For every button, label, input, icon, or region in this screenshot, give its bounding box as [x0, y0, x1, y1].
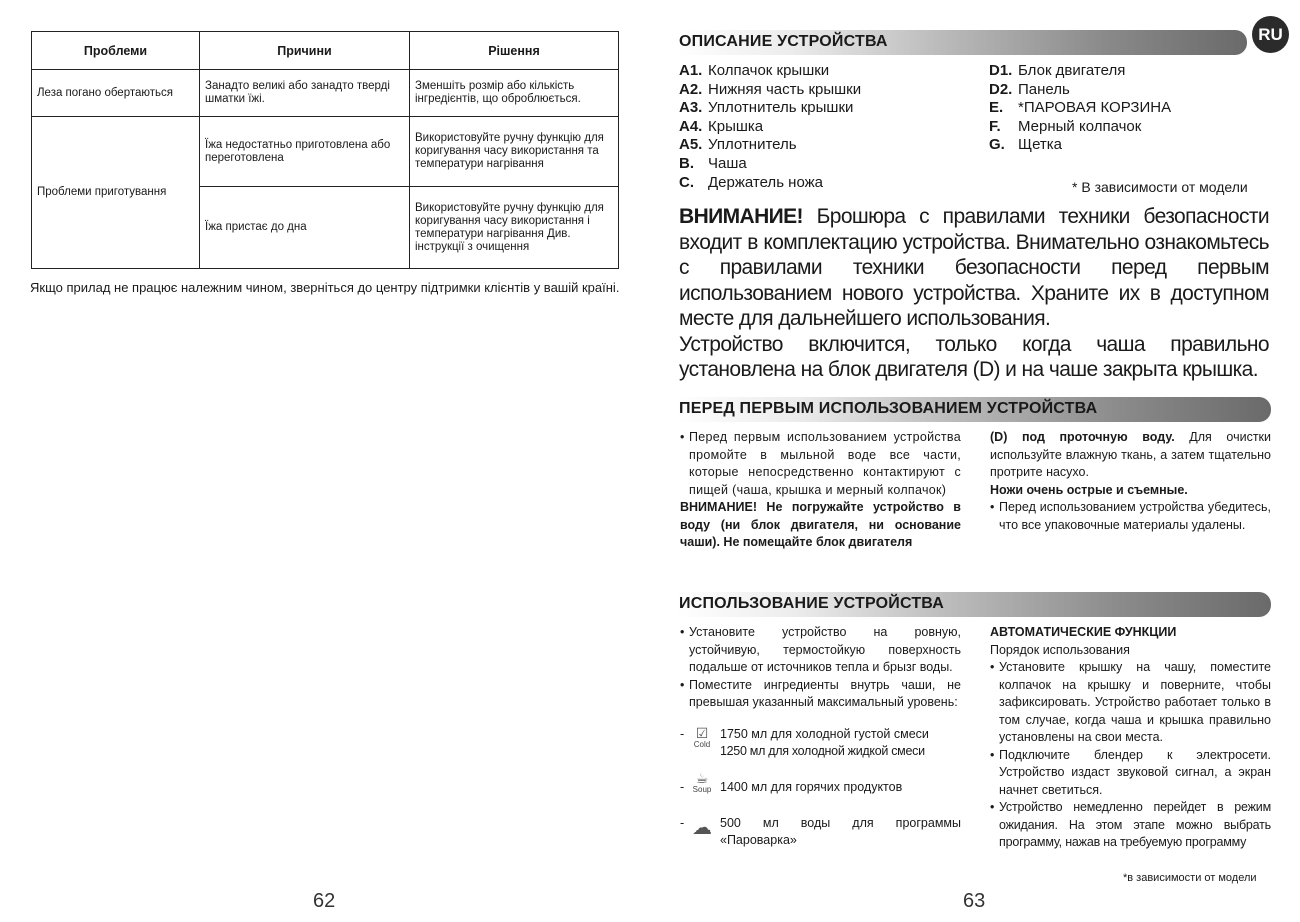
capacity-item: - ☕ Soup 1400 мл для горячих продуктов: [680, 771, 961, 805]
foot-note: *в зависимости от модели: [1123, 872, 1257, 884]
part-name: Панель: [1018, 80, 1070, 98]
list-item: • Установите крышку на чашу, поместите колпачок на крышку и поверните, чтобы зафиксировать. Устройство работает только в том случае, когда чаша и крышка правильно установлены на свои места.: [990, 659, 1271, 747]
auto-functions-subtitle: Порядок использования: [990, 642, 1130, 657]
part-name: Блок двигателя: [1018, 62, 1126, 79]
table-header: Рішення: [410, 32, 619, 70]
list-item: • Перед первым использованием устройства промойте в мыльной воде все части, которые непосредственно контактируют с пищей (чаша, крышка и мерный колпачок): [680, 429, 961, 499]
part-code: G.: [989, 136, 1005, 154]
list-item: [989, 62, 1171, 81]
part-code: A4.: [679, 117, 703, 135]
usage-column-right: [990, 624, 1271, 852]
list-item: [679, 136, 861, 155]
table-row: [32, 117, 619, 187]
parts-list-right: [989, 62, 1171, 155]
language-badge: RU: [1252, 16, 1289, 53]
part-name: Уплотнитель крышки: [708, 99, 854, 117]
part-code: B.: [679, 154, 694, 172]
troubleshooting-table: [31, 31, 619, 269]
part-code: A5.: [679, 136, 703, 154]
warning-label: ВНИМАНИЕ!: [679, 205, 803, 228]
part-code: E.: [989, 99, 1004, 117]
capacity-text: 1750 мл для холодной густой смеси: [720, 726, 929, 741]
section-header-description: [677, 30, 1247, 55]
part-name: Щетка: [1018, 136, 1063, 154]
part-code: F.: [989, 117, 1001, 135]
page-number: 62: [313, 890, 336, 912]
table-cell-problem: Леза погано обертаються: [32, 70, 200, 117]
soup-icon: ☕ Soup: [692, 769, 712, 794]
warning-text: Брошюра с правилами техники безопасности входит в комплектацию устройства. Внимательно ознакомьтесь с правилами техники безопасности перед первым использованием нового устройства. Храните их в доступном месте для дальнейшего использования.: [679, 205, 1269, 330]
capacity-item: - ☁ 500 мл воды для программы «Пароварка»: [680, 815, 961, 850]
auto-functions-title: АВТОМАТИЧЕСКИЕ ФУНКЦИИ: [990, 625, 1177, 639]
right-page: [650, 0, 1300, 922]
table-cell-cause: Їжа пристає до дна: [200, 187, 410, 269]
before-use-column-right: [990, 429, 1271, 534]
support-note: Якщо прилад не працює належним чином, зверніться до центру підтримки клієнтів у вашій країні.: [30, 280, 620, 295]
table-row: [32, 70, 619, 117]
table-header: Проблеми: [32, 32, 200, 70]
table-cell-cause: Занадто великі або занадто тверді шматки їжі.: [200, 70, 410, 117]
list-item: [679, 174, 861, 193]
part-name: Мерный колпачок: [1018, 117, 1142, 135]
part-name: Крышка: [708, 117, 764, 135]
cleaning-text: Для очистки используйте влажную ткань, а затем тщательно протрите насухо.: [990, 430, 1272, 479]
table-header: Причини: [200, 32, 410, 70]
part-name: Держатель ножа: [708, 173, 824, 191]
section-title: ПЕРЕД ПЕРВЫМ ИСПОЛЬЗОВАНИЕМ УСТРОЙСТВА: [679, 400, 1098, 417]
list-item: • Перед использованием устройства убедитесь, что все упаковочные материалы удалены.: [990, 499, 1271, 534]
part-name: *ПАРОВАЯ КОРЗИНА: [1018, 99, 1172, 117]
usage-column-left: [680, 624, 961, 850]
part-name: Чаша: [708, 154, 747, 172]
list-item: [989, 99, 1171, 118]
parts-list-left: [679, 62, 861, 192]
section-header-usage: [677, 592, 1271, 617]
safety-warning: [679, 204, 1269, 383]
part-code: A2.: [679, 80, 703, 98]
cleaning-paragraph: [990, 429, 1271, 482]
part-name: Нижняя часть крышки: [708, 80, 862, 98]
list-item: [679, 118, 861, 137]
warning-text-2: Устройство включится, только когда чаша правильно установлена на блок двигателя (D) и на чаше закрыта крышка.: [679, 332, 1269, 381]
capacity-text: 1400 мл для горячих продуктов: [720, 779, 903, 794]
list-item: • Подключите блендер к электросети. Устройство издаст звуковой сигнал, а экран начнет светиться.: [990, 747, 1271, 800]
capacity-text: 1250 мл для холодной жидкой смеси: [720, 744, 925, 758]
cold-icon: ☑ Cold: [693, 724, 711, 749]
part-code: D1.: [989, 62, 1013, 79]
list-item: [989, 136, 1171, 155]
knives-warning: Ножи очень острые и съемные.: [990, 482, 1188, 497]
table-cell-cause: Їжа недостатньо приготовлена або переготовлена: [200, 117, 410, 187]
table-cell-solution: Зменшіть розмір або кількість інгредієнтів, що оброблюється.: [410, 70, 619, 117]
section-title: ОПИСАНИЕ УСТРОЙСТВА: [679, 33, 888, 50]
model-note: * В зависимости от модели: [1072, 179, 1248, 195]
part-code: A1.: [679, 62, 703, 79]
page-number: 63: [963, 890, 986, 912]
table-header-row: [32, 32, 619, 70]
table-cell-solution: Використовуйте ручну функцію для коригування часу використання та температури нагрівання: [410, 117, 619, 187]
section-title: ИСПОЛЬЗОВАНИЕ УСТРОЙСТВА: [679, 595, 945, 612]
warning-paragraph: ВНИМАНИЕ! Не погружайте устройство в воду (ни блок двигателя, ни основание чаши). Не помещайте блок двигателя: [680, 500, 961, 549]
cleaning-bold: (D) под проточную воду.: [990, 430, 1175, 444]
list-item: [679, 99, 861, 118]
part-name: Колпачок крышки: [708, 62, 830, 79]
list-item: [679, 81, 861, 100]
list-item: • Установите устройство на ровную, устойчивую, термостойкую поверхность подальше от источников тепла и брызг воды.: [680, 624, 961, 677]
list-item: [989, 81, 1171, 100]
steam-icon: ☁: [692, 816, 712, 839]
list-item: • Устройство немедленно перейдет в режим ожидания. На этом этапе можно выбрать программу, нажав на требуемую программу: [990, 799, 1271, 852]
table-cell-problem: Проблеми приготування: [32, 117, 200, 269]
list-item: • Поместите ингредиенты внутрь чаши, не превышая указанный максимальный уровень:: [680, 677, 961, 712]
before-use-column-left: [680, 429, 961, 552]
list-item: [679, 62, 861, 81]
section-header-before-use: [677, 397, 1271, 422]
part-name: Уплотнитель: [708, 136, 797, 154]
table-cell-solution: Використовуйте ручну функцію для коригування часу використання і температури нагрівання Див. інструкції з очищення: [410, 187, 619, 269]
part-code: A3.: [679, 99, 703, 117]
list-item: [679, 155, 861, 174]
part-code: C.: [679, 173, 694, 191]
capacity-text: 500 мл воды для программы «Пароварка»: [720, 815, 961, 847]
part-code: D2.: [989, 80, 1013, 98]
list-item: [989, 118, 1171, 137]
capacity-item: - ☑ Cold 1750 мл для холодной густой смеси 1250 мл для холодной жидкой смеси: [680, 726, 961, 761]
